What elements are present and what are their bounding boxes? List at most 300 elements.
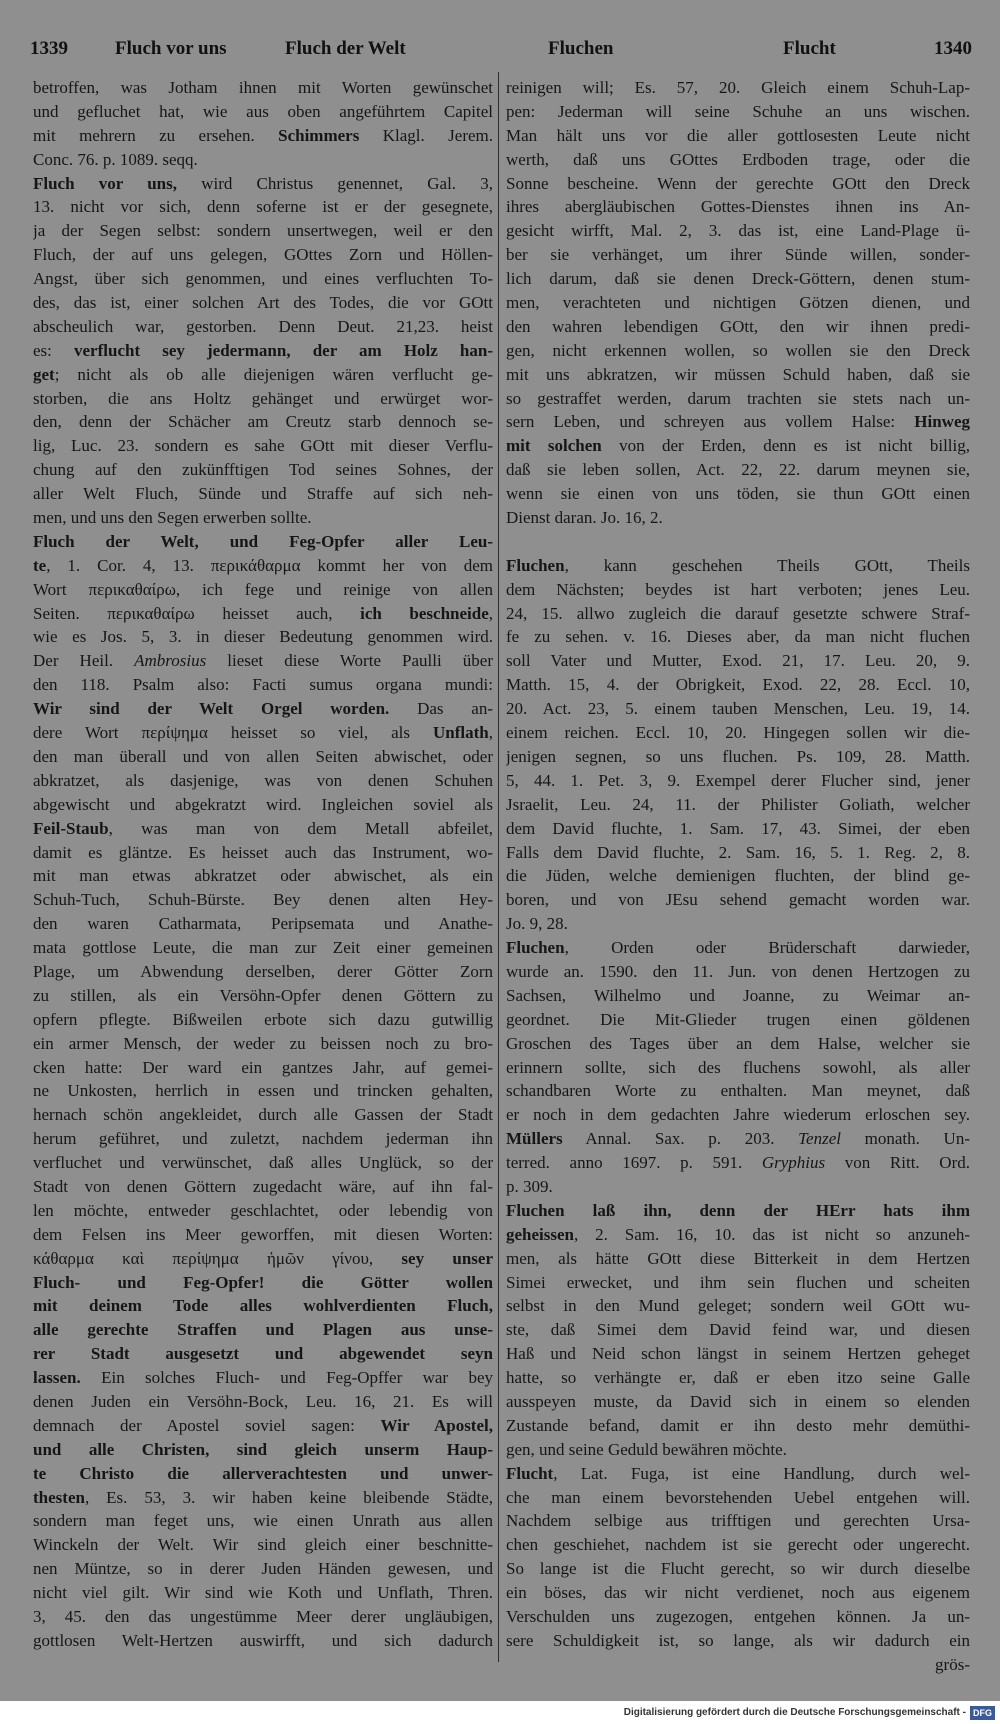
- text-line: [33, 1366, 493, 1390]
- text-run: pen: Jederman will seine Schuhe an uns wischen.: [506, 101, 970, 121]
- text-run: , kann geschehen Theils GOtt, Theils: [564, 555, 970, 575]
- text-run: ,: [488, 723, 493, 743]
- text-run: Jo. 9, 28.: [506, 914, 568, 934]
- text-line: [506, 1462, 970, 1486]
- text-run: chen geschiehet, nachdem ist sie gerecht oder ungerecht.: [506, 1535, 970, 1555]
- running-head-2: Fluch der Welt: [285, 38, 406, 59]
- text-line: [33, 100, 493, 124]
- text-line: [506, 1079, 970, 1103]
- headword-run: get: [33, 364, 55, 384]
- text-run: , Es. 53, 3. wir haben keine bleibende Städte,: [84, 1487, 493, 1507]
- text-line: [33, 458, 493, 482]
- text-line: [33, 1032, 493, 1056]
- text-line: [506, 697, 970, 721]
- text-run: aller Welt Fluch, Sünde und Straffe auf sich neh-: [33, 484, 493, 504]
- italic-run: Ambrosius: [134, 651, 207, 671]
- text-line: [33, 817, 493, 841]
- headword-run: Fluch der Welt, und Feg-Opfer aller Leu-: [33, 531, 493, 551]
- text-run: den 118. Psalm also: Facti sumus organa mundi:: [33, 675, 493, 695]
- text-run: ein armer Mensch, der weder zu beissen noch zu bro-: [33, 1033, 493, 1053]
- text-run: denen Juden ein Versöhn-Bock, Leu. 16, 21. Es will: [33, 1391, 493, 1411]
- text-run: Groschen des Tages über an dem Halse, welcher sie: [506, 1033, 970, 1053]
- text-line: [506, 649, 970, 673]
- text-run: Der Heil.: [33, 651, 135, 671]
- text-line: [33, 506, 493, 530]
- text-run: geordnet. Die Mit-Glieder trugen einen göldenen: [506, 1009, 970, 1029]
- text-run: ste, daß Simei dem David feind war, und diesen: [506, 1320, 970, 1340]
- text-line: [506, 1486, 970, 1510]
- text-line: [506, 841, 970, 865]
- text-line: [506, 1247, 970, 1271]
- headword-run: lassen.: [33, 1368, 81, 1388]
- text-run: verfluchet und verwünschet, daß alles Unglück, so der: [33, 1153, 493, 1173]
- page-number-right: 1340: [934, 38, 972, 59]
- text-line: [33, 387, 493, 411]
- text-line: [33, 1127, 493, 1151]
- text-line: [506, 793, 970, 817]
- text-line: [506, 1008, 970, 1032]
- headword-run: te Christo die allerverachtesten und unwer-: [33, 1463, 493, 1483]
- text-line: [506, 1199, 970, 1223]
- text-line: [506, 1103, 970, 1127]
- text-line: [33, 1629, 493, 1653]
- text-run: boren, und von JEsu sehend gemacht worden war.: [506, 890, 970, 910]
- text-line: [506, 410, 970, 434]
- text-run: betroffen, was Jotham ihnen mit Worten gewünschet: [33, 78, 493, 97]
- text-run: wenn sie einen von uns töden, sie thun GOtt einen: [506, 484, 970, 504]
- text-run: Schuh-Tuch, Schuh-Bürste. Bey denen alten Hey-: [33, 890, 493, 910]
- text-run: herum geführet, und zuletzt, nachdem jederman ihn: [33, 1129, 493, 1149]
- text-run: , Lat. Fuga, ist eine Handlung, durch wel-: [553, 1463, 970, 1483]
- text-run: nen Müntze, so in derer Juden Händen gewesen, und: [33, 1559, 493, 1579]
- text-run: Conc. 76. p. 1089. seqq.: [33, 149, 198, 169]
- text-line: [506, 602, 970, 626]
- text-line: [506, 1151, 970, 1175]
- text-line: [506, 1175, 970, 1199]
- text-line: [506, 339, 970, 363]
- text-run: sondern man feget uns, wie einen Unrath aus allen: [33, 1511, 493, 1531]
- text-line: [506, 578, 970, 602]
- text-run: Jsraelit, Leu. 24, 11. der Philister Goliath, welcher: [506, 794, 970, 814]
- text-line: [33, 195, 493, 219]
- italic-run: Tenzel: [798, 1129, 841, 1149]
- text-line: [33, 649, 493, 673]
- text-run: 5, 44. 1. Pet. 3, 9. Exempel derer Flucher sind, jener: [506, 770, 970, 790]
- text-line: [33, 578, 493, 602]
- text-run: Plage, um Abwendung derselben, derer Götter Zorn: [33, 961, 493, 981]
- headword-run: Fluchen laß ihn, denn der HErr hats ihm: [506, 1200, 970, 1220]
- text-run: damit es gläntze. Es heisset auch das Instrument, wo-: [33, 842, 493, 862]
- text-run: 3, 45. den das ungestümme Meer derer ungläubigen,: [33, 1607, 493, 1626]
- text-line: [506, 291, 970, 315]
- text-line: [506, 148, 970, 172]
- text-run: demnach der Apostel soviel sagen:: [33, 1415, 381, 1435]
- text-run: Haß und Neid schon längst in seinem Hertzen geheget: [506, 1344, 970, 1364]
- text-line: [506, 1414, 970, 1438]
- text-run: wurde an. 1590. den 11. Jun. von denen Hertzogen zu: [506, 961, 970, 981]
- text-run: men, verachteten und nichtigen Götzen dienen, und: [506, 293, 970, 313]
- text-run: Angst, über sich genommen, und eines verfluchten To-: [33, 269, 493, 289]
- text-run: Sachsen, Wilhelmo und Joanne, zu Weimar an-: [506, 985, 970, 1005]
- text-line: [33, 1223, 493, 1247]
- text-line: [33, 936, 493, 960]
- text-line: [33, 1414, 493, 1438]
- text-run: mit mehrern zu ersehen.: [33, 125, 279, 145]
- text-line: [506, 243, 970, 267]
- text-line: [506, 124, 970, 148]
- text-run: ne Unkosten, herrlich in essen und trincken gehalten,: [33, 1081, 493, 1101]
- headword-run: Fluch vor uns,: [33, 173, 177, 193]
- text-line: [33, 1079, 493, 1103]
- text-run: abscheulich war, gestorben. Denn Deut. 21,23. heist: [33, 316, 493, 336]
- text-run: cken hatte: Der ward ein gantzes Jahr, auf gemei-: [33, 1057, 493, 1077]
- text-line: [33, 530, 493, 554]
- text-run: gen, und seine Geduld bewähren möchte.: [506, 1439, 787, 1459]
- headword-run: Hinweg: [914, 412, 970, 432]
- text-line: [506, 960, 970, 984]
- text-run: gen, nicht erkennen wollen, so wollen sie den Dreck: [506, 340, 970, 360]
- text-run: erinnern sollte, sich des fluchens sowohl, als aller: [506, 1057, 970, 1077]
- text-run: , Orden oder Brüderschaft darwieder,: [564, 938, 970, 958]
- text-run: Nachdem selbige aus trifftigen und gerechten Ursa-: [506, 1511, 970, 1531]
- text-run: Das an-: [389, 699, 493, 719]
- running-head-1: Fluch vor uns: [115, 38, 227, 59]
- text-line: [506, 936, 970, 960]
- text-line: [33, 864, 493, 888]
- text-run: Dienst daran. Jo. 16, 2.: [506, 508, 663, 528]
- text-line: [506, 769, 970, 793]
- text-line: [33, 888, 493, 912]
- headword-run: Wir Apostel,: [380, 1415, 493, 1435]
- headword-run: mit solchen: [506, 436, 602, 456]
- text-run: gesicht wirfft, Mal. 2, 3. das ist, eine Land-Plage ü-: [506, 221, 970, 241]
- text-line: [506, 864, 970, 888]
- text-line: [33, 219, 493, 243]
- text-run: von der Erden, denn es ist nicht billig,: [601, 436, 970, 456]
- text-line: [506, 1366, 970, 1390]
- text-line: [506, 1223, 970, 1247]
- text-run: Matth. 15, 4. der Obrigkeit, Exod. 22, 28. Eccl. 10,: [506, 675, 970, 695]
- text-line: [33, 673, 493, 697]
- text-line: [506, 267, 970, 291]
- text-line: [33, 1175, 493, 1199]
- text-run: reinigen will; Es. 57, 20. Gleich einem Schuh-Lap-: [506, 78, 970, 97]
- text-line: [33, 339, 493, 363]
- left-column: [33, 76, 493, 1653]
- headword-run: Fluchen: [506, 555, 565, 575]
- text-run: Fluch, der auf uns gelegen, GOttes Zorn und Höllen-: [33, 245, 493, 265]
- text-run: selbst in den Mund geleget; sondern weil GOtt wu-: [506, 1296, 970, 1316]
- text-run: Stadt von denen Göttern zugedacht wäre, auf ihn fal-: [33, 1176, 493, 1196]
- text-line: [506, 1557, 970, 1581]
- text-run: jenigen segnen, so uns fluchen. Ps. 109, 28. Matth.: [506, 746, 970, 766]
- text-run: 13. nicht vor sich, denn soferne ist er der gesegnete,: [33, 197, 493, 217]
- text-run: monath. Un-: [840, 1129, 970, 1149]
- text-run: opfern pflegte. Bißweilen erbote sich dazu gutwillig: [33, 1009, 493, 1029]
- text-run: p. 309.: [506, 1176, 553, 1196]
- text-run: ; nicht als ob alle diejenigen wären verflucht ge-: [54, 364, 493, 384]
- text-line: [506, 1438, 970, 1462]
- text-line: [506, 1271, 970, 1295]
- text-run: Winckeln der Welt. Wir sind gleich einer beschnitte-: [33, 1535, 493, 1555]
- text-line: [33, 1390, 493, 1414]
- text-run: dem David fluchte, 1. Sam. 17, 43. Simei, der eben: [506, 818, 970, 838]
- text-line: [33, 434, 493, 458]
- text-line: [33, 769, 493, 793]
- text-line: [33, 1151, 493, 1175]
- text-run: sern Leben, und schreyen aus vollem Halse:: [506, 412, 915, 432]
- text-line: [506, 363, 970, 387]
- headword-run: geheissen: [506, 1224, 574, 1244]
- text-line: [33, 1509, 493, 1533]
- text-line: [33, 841, 493, 865]
- text-run: Man hält uns vor die aller gottlosesten Leute nicht: [506, 125, 970, 145]
- text-run: , 2. Sam. 16, 10. das ist nicht so anzuneh-: [574, 1224, 970, 1244]
- text-line: [506, 482, 970, 506]
- text-line: [33, 1462, 493, 1486]
- text-line: [33, 1008, 493, 1032]
- text-line: [506, 172, 970, 196]
- text-line: [33, 745, 493, 769]
- headword-run: mit deinem Tode alles wohlverdienten Fluch,: [33, 1296, 493, 1316]
- text-line: [506, 1605, 970, 1629]
- text-run: schandbaren Worte zu enthalten. Man meynet, daß: [506, 1081, 970, 1101]
- text-line: [506, 1056, 970, 1080]
- text-line: [506, 1032, 970, 1056]
- text-line: [506, 1318, 970, 1342]
- text-line: [33, 291, 493, 315]
- text-line: [33, 793, 493, 817]
- text-line: [33, 625, 493, 649]
- dfg-logo: DFG: [970, 1706, 995, 1720]
- italic-run: Gryphius: [761, 1153, 826, 1173]
- text-run: mit man etwas abkratzet oder abwischet, als ein: [33, 866, 493, 886]
- text-line: [506, 721, 970, 745]
- headword-run: Wir sind der Welt Orgel worden.: [33, 699, 390, 719]
- text-line: [33, 1056, 493, 1080]
- text-run: Annal. Sax. p. 203.: [562, 1129, 799, 1149]
- headword-run: Müllers: [506, 1129, 563, 1149]
- text-run: ja der Segen selbst: sondern unsertwegen, weil er den: [33, 221, 493, 241]
- text-run: dere Wort περίψημα heisset so viel, als: [33, 723, 434, 743]
- text-line: [33, 960, 493, 984]
- text-line: [506, 1629, 970, 1653]
- text-run: Sonne bescheine. Wenn der gerechte GOtt den Dreck: [506, 173, 970, 193]
- text-line: [33, 148, 493, 172]
- headword-run: Flucht: [506, 1463, 554, 1483]
- text-line: [506, 1390, 970, 1414]
- text-line: [506, 458, 970, 482]
- text-line: [33, 243, 493, 267]
- text-line: [33, 1342, 493, 1366]
- text-line: [506, 1127, 970, 1151]
- text-run: hatte, so verhängte er, daß er eben itzo seine Galle: [506, 1368, 970, 1388]
- text-run: mata gottlose Leute, die man zur Zeit einer gemeinen: [33, 938, 493, 958]
- text-run: werth, daß uns GOttes Erdboden trage, oder die: [506, 149, 970, 169]
- text-run: abgewischt und abgekratzt wird. Ingleichen soviel als: [33, 794, 493, 814]
- headword-run: rer Stadt ausgesetzt und abgewendet seyn: [33, 1344, 493, 1364]
- text-run: men, und uns den Segen erwerben sollte.: [33, 508, 312, 528]
- running-head-4: Flucht: [783, 38, 836, 59]
- right-column: [506, 76, 970, 1677]
- text-run: mit uns abkratzen, wir müssen Schuld haben, daß sie: [506, 364, 970, 384]
- text-line: [33, 1318, 493, 1342]
- text-run: sere Schuldigkeit ist, so lange, als wir dadurch ein: [506, 1630, 970, 1650]
- text-run: , 1. Cor. 4, 13. περικάθαρμα kommt her von dem: [46, 555, 493, 575]
- text-line: [506, 1581, 970, 1605]
- text-run: κάθαρμα καὶ περίψημα ἡμῶν γίνου,: [33, 1248, 402, 1268]
- text-line: [33, 1557, 493, 1581]
- text-line: [33, 1294, 493, 1318]
- headword-run: Fluchen: [506, 938, 565, 958]
- text-run: 20. Act. 23, 5. einem tauben Menschen, Leu. 19, 14.: [506, 699, 970, 719]
- text-line: [33, 1533, 493, 1557]
- text-run: von Ritt. Ord.: [825, 1153, 970, 1173]
- text-line: [33, 172, 493, 196]
- text-line: [506, 984, 970, 1008]
- text-line: [506, 506, 970, 530]
- text-run: ein böses, das wir nicht verdienet, noch aus eigenem: [506, 1583, 970, 1603]
- text-line: [33, 602, 493, 626]
- text-run: dem Felsen ins Meer geworffen, mit diesen Worten:: [33, 1224, 493, 1244]
- text-run: hernach schön angekleidet, durch alle Gassen der Stadt: [33, 1105, 493, 1125]
- text-run: Ein solches Fluch- und Feg-Opffer war bey: [80, 1368, 493, 1388]
- text-run: Simei erwecket, und ihm sein fluchen und scheiten: [506, 1272, 970, 1292]
- text-run: des, das ist, einer solchen Art des Todes, die vor GOtt: [33, 293, 493, 313]
- text-run: wie es Jos. 5, 3. in dieser Bedeutung genommen wird.: [33, 627, 493, 647]
- text-line: [506, 888, 970, 912]
- text-run: Zustande befand, damit er ihn desto mehr demüthi-: [506, 1415, 970, 1435]
- text-run: wird Christus genennet, Gal. 3,: [176, 173, 493, 193]
- text-run: den waren Catharmata, Peripsemata und Anathe-: [33, 914, 493, 934]
- text-line: [33, 697, 493, 721]
- text-line: [506, 1342, 970, 1366]
- text-line: [33, 363, 493, 387]
- text-run: Klagl. Jerem.: [359, 125, 493, 145]
- text-run: men, als hätte GOtt diese Bitterkeit in dem Hertzen: [506, 1248, 970, 1268]
- text-run: Falls dem David fluchte, 2. Sam. 16, 5. 1. Reg. 2, 8.: [506, 842, 970, 862]
- text-run: den, denn der Schächer am Creutz starb dennoch se-: [33, 412, 493, 432]
- text-run: den wahren lebendigen GOtt, den wir ihnen predi-: [506, 316, 970, 336]
- text-run: den man überall und von allen Seiten abwischet, oder: [33, 746, 493, 766]
- text-line: [506, 100, 970, 124]
- text-line: [33, 1247, 493, 1271]
- text-line: [33, 912, 493, 936]
- text-run: daß sie leben sollen, Act. 22, 22. darum meynen sie,: [506, 460, 970, 480]
- text-line: [33, 1103, 493, 1127]
- text-run: soll Vater und Mutter, Exod. 21, 17. Leu. 20, 9.: [506, 651, 970, 671]
- text-line: [506, 673, 970, 697]
- text-line: [506, 625, 970, 649]
- column-divider: [498, 72, 499, 1662]
- text-line: [33, 1605, 493, 1629]
- text-run: chung auf den zukünfftigen Tod seines Sohnes, der: [33, 460, 493, 480]
- text-run: abkratzet, als dasjenige, was von denen Schuhen: [33, 770, 493, 790]
- text-run: und gefluchet hat, wie aus oben angeführtem Capitel: [33, 101, 493, 121]
- page-number-left: 1339: [30, 38, 68, 59]
- text-line: [33, 554, 493, 578]
- text-line: [33, 482, 493, 506]
- text-run: len möchte, entweder geschlachtet, oder lebendig von: [33, 1200, 493, 1220]
- text-line: [33, 267, 493, 291]
- text-run: dem Nächsten; beydes ist hart verboten; jenes Leu.: [506, 579, 970, 599]
- headword-run: Fluch- und Feg-Opfer! die Götter wollen: [33, 1272, 493, 1292]
- text-run: einem reichen. Eccl. 10, 20. Hingegen sollen wir die-: [506, 723, 970, 743]
- blank-line: [506, 530, 970, 554]
- headword-run: Feil-Staub: [33, 818, 109, 838]
- headword-run: ich beschneide: [360, 603, 489, 623]
- text-run: fe zu sehen. v. 16. Dieses aber, da man nicht fluchen: [506, 627, 970, 647]
- text-run: Wort περικαθαίρω, ich fege und reinige von allen: [33, 579, 493, 599]
- text-line: [33, 1271, 493, 1295]
- text-run: Seiten. περικαθαίρω heisset auch,: [33, 603, 361, 623]
- headword-run: te: [33, 555, 47, 575]
- text-run: gottlosen Welt-Hertzen auswirfft, und sich dadurch: [33, 1630, 493, 1650]
- text-line: [33, 1486, 493, 1510]
- text-run: es:: [33, 340, 75, 360]
- text-line: [506, 912, 970, 936]
- text-line: [506, 315, 970, 339]
- text-run: er noch in dem gedachten Jahre wiederum erloschen sey.: [506, 1105, 970, 1125]
- text-run: terred. anno 1697. p. 591.: [506, 1153, 762, 1173]
- text-run: ihres abergläubischen Gottes-Dienstes ihnen ins An-: [506, 197, 970, 217]
- catchword: grös-: [935, 1654, 970, 1674]
- text-line: [33, 76, 493, 100]
- text-run: so gestraffet werden, darum trachten sie stets nach un-: [506, 388, 970, 408]
- text-line: [506, 745, 970, 769]
- headword-run: sey unser: [401, 1248, 493, 1268]
- text-run: So lange ist die Flucht gerecht, so wir durch dieselbe: [506, 1559, 970, 1579]
- text-line: [506, 1294, 970, 1318]
- text-run: die Jüden, welche demienigen fluchten, der blind ge-: [506, 866, 970, 886]
- headword-run: thesten: [33, 1487, 85, 1507]
- text-run: 24, 15. allwo zugleich die darauf gesetzte schwere Straf-: [506, 603, 970, 623]
- headword-run: Schimmers: [278, 125, 360, 145]
- running-head-3: Fluchen: [548, 38, 614, 59]
- text-run: Verschulden uns zugezogen, entgehen können. Ja un-: [506, 1607, 970, 1626]
- text-run: lig, Luc. 23. sondern es sahe GOtt mit dieser Verflu-: [33, 436, 493, 456]
- text-run: zu stillen, als ein Versöhn-Opfer denen Göttern zu: [33, 985, 493, 1005]
- headword-run: Unflath: [433, 723, 489, 743]
- text-line: [33, 1581, 493, 1605]
- text-line: [506, 76, 970, 100]
- text-run: ,: [488, 603, 493, 623]
- text-run: ausspeyen muste, da David sich in einem so elenden: [506, 1391, 970, 1411]
- text-line: [33, 1438, 493, 1462]
- headword-run: alle gerechte Straffen und Plagen aus unse-: [33, 1320, 493, 1340]
- text-line: [33, 410, 493, 434]
- text-run: storben, die ans Holtz gehänget und erwürget wor-: [33, 388, 493, 408]
- text-line: [33, 721, 493, 745]
- text-line: [506, 219, 970, 243]
- text-line: [506, 1509, 970, 1533]
- text-run: ber sie verhänget, um ihrer Sünde willen, sonder-: [506, 245, 970, 265]
- text-line: [506, 434, 970, 458]
- text-line: [506, 554, 970, 578]
- footer-bar: [0, 1701, 1000, 1724]
- text-run: che man einem bevorstehenden Uebel entgehen will.: [506, 1487, 970, 1507]
- text-run: lich darum, daß sie denen Dreck-Göttern, denen stum-: [506, 269, 970, 289]
- headword-run: verflucht sey jedermann, der am Holz han-: [74, 340, 493, 360]
- text-run: lieset diese Worte Paulli über: [206, 651, 493, 671]
- text-run: nicht viel gilt. Wir sind wie Koth und Unflath, Thren.: [33, 1583, 493, 1603]
- text-line: [33, 124, 493, 148]
- text-line: [506, 195, 970, 219]
- text-line: [33, 315, 493, 339]
- text-line: [506, 1533, 970, 1557]
- text-run: , was man von dem Metall abfeilet,: [108, 818, 493, 838]
- text-line: [506, 387, 970, 411]
